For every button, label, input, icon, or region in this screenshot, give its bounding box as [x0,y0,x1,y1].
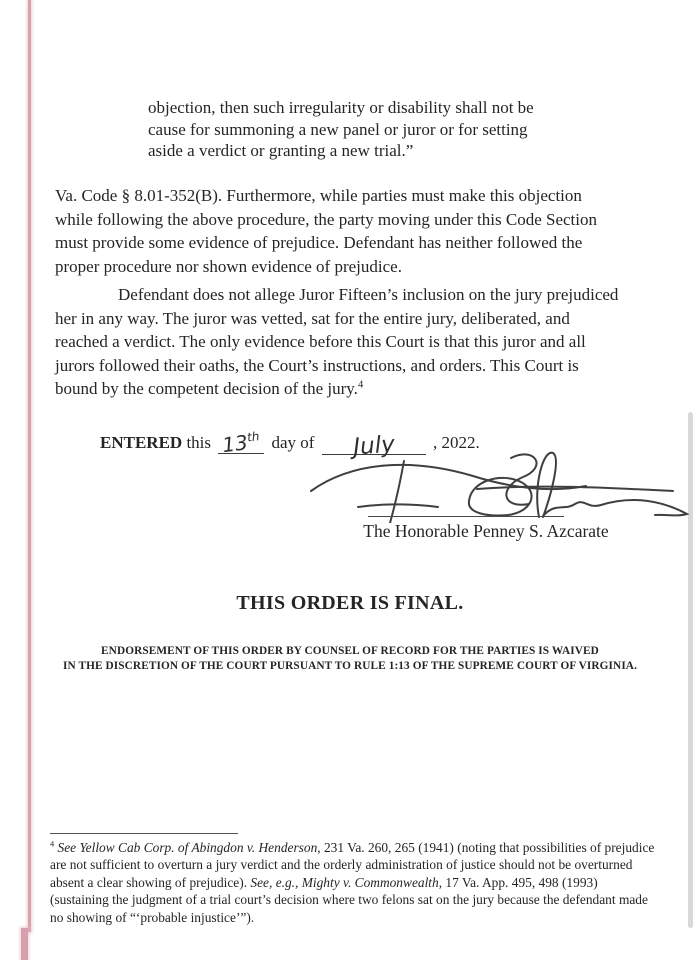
body-line: bound by the competent decision of the jury.$^4$ [55,379,364,398]
body-line: proper procedure nor shown evidence of prejudice. [55,256,402,276]
quote-line: objection, then such irregularity or disability shall not be [148,98,534,117]
handwritten-day: 13th [221,429,261,458]
body-line: jurors followed their oaths, the Court’s instructions, and orders. This Court is [55,355,579,375]
body-line: Defendant does not allege Juror Fifteen’s inclusion on the jury prejudiced [118,285,619,304]
entered-this-text: this [186,433,211,452]
scan-edge-pink-corner [21,928,28,960]
footnote-marker: 4 [50,839,55,849]
handwritten-month: July [352,431,396,461]
entered-label: ENTERED [100,433,183,452]
scan-edge-pink-line [28,0,31,932]
footnote-text [50,839,658,926]
entered-day-of-text: day of [271,433,315,452]
judge-signature [303,443,693,523]
footnote-block [50,833,658,926]
footnote-separator [50,833,238,834]
endorsement-line: ENDORSEMENT OF THIS ORDER BY COUNSEL OF RECORD FOR THE PARTIES IS WAIVED [101,645,599,657]
order-final-heading: THIS ORDER IS FINAL. [236,592,464,614]
entered-year-text: , 2022. [432,433,480,452]
body-line: reached a verdict. The only evidence before this Court is that this juror and all [55,332,586,351]
endorsement-line: IN THE DISCRETION OF THE COURT PURSUANT TO RULE 1:13 OF THE SUPREME COURT OF VIRGINIA. [62,659,637,672]
body-line: Va. Code § 8.01-352(B). Furthermore, while parties must make this objection [55,186,582,205]
quote-line: cause for summoning a new panel or juror or for setting [148,119,528,139]
quote-line: aside a verdict or granting a new trial.” [148,141,414,160]
body-line: must provide some evidence of prejudice. Defendant has neither followed the [55,233,583,252]
day-blank-field [218,429,264,458]
body-line: while following the above procedure, the party moving under this Code Section [55,209,597,229]
statute-block-quote [148,97,628,162]
judge-name: The Honorable Penney S. Azcarate [363,521,609,541]
signature-underline [368,516,564,517]
endorsement-waiver [0,644,700,673]
case-citation-italic: See, e.g., Mighty v. Commonwealth [250,874,439,890]
case-citation-italic: See Yellow Cab Corp. of Abingdon v. Henderson [57,840,318,855]
body-paragraph-defendant [55,283,661,401]
body-line: her in any way. The juror was vetted, sat for the entire jury, deliberated, and [55,308,570,328]
footnote-reference: 4 [357,379,364,391]
body-paragraph-code-section [55,184,659,278]
footnote-segment: , 17 Va. App. 495, 498 (1993) (sustaining the judgment of a trial court’s decision where two felons sat on the jury because the defendant made no showing of “‘probable injustice’”). [50,874,648,925]
footnote-segment: , 231 Va. 260, 265 (1941) (noting that possibilities of prejudice are not sufficient to overturn a jury verdict and the orderly administration of justice should not be overturned absent a clear showing of prejudice). [50,840,655,890]
